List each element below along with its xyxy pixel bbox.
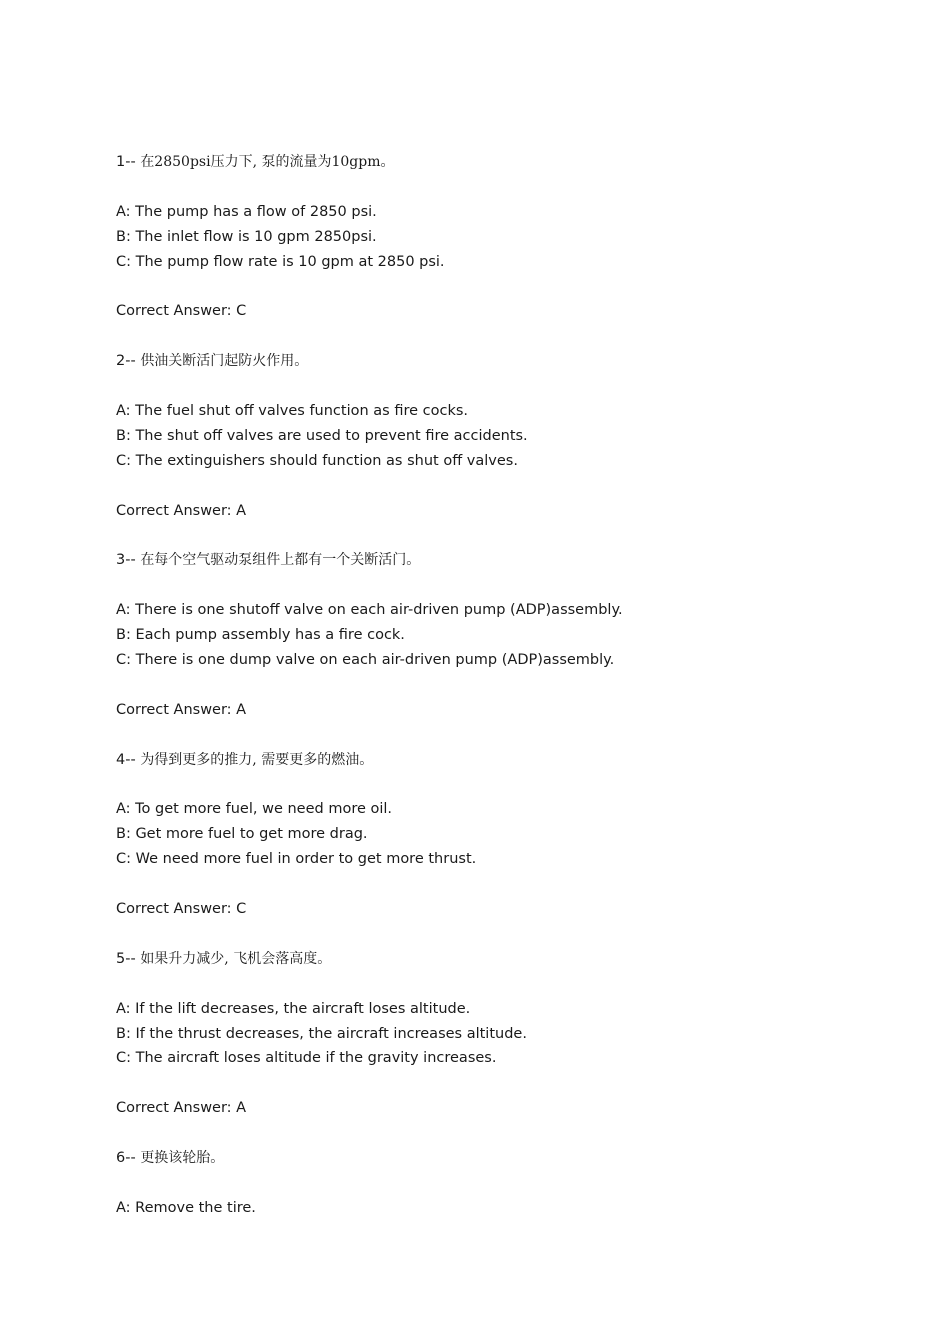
question-prompt — [116, 748, 896, 773]
question-text: 为得到更多的推力, 需要更多的燃油。 — [140, 751, 374, 768]
correct-answer: Correct Answer: C — [116, 901, 247, 918]
question-block-3 — [116, 548, 896, 722]
question-prompt — [116, 1146, 896, 1171]
question-text: 在每个空气驱动泵组件上都有一个关断活门。 — [140, 552, 421, 569]
option-list — [116, 1196, 896, 1221]
option-c: C: The aircraft loses altitude if the gravity increases. — [116, 1050, 497, 1067]
option-a: A: To get more fuel, we need more oil. — [116, 801, 393, 818]
question-number: 6-- — [116, 1150, 136, 1167]
question-text: 在2850psi压力下, 泵的流量为10gpm。 — [140, 154, 395, 170]
question-prompt — [116, 947, 896, 972]
question-block-1 — [116, 150, 896, 324]
option-a: A: The fuel shut off valves function as fire cocks. — [116, 403, 469, 419]
option-b: B: Get more fuel to get more drag. — [116, 826, 368, 843]
option-c: C: There is one dump valve on each air-driven pump (ADP)assembly. — [116, 652, 615, 669]
question-text: 更换该轮胎。 — [140, 1150, 225, 1167]
question-number: 1-- — [116, 154, 136, 170]
option-a: A: There is one shutoff valve on each air-driven pump (ADP)assembly. — [116, 602, 623, 619]
correct-answer: Correct Answer: A — [116, 1100, 247, 1117]
option-a: A: Remove the tire. — [116, 1199, 256, 1216]
option-a: A: If the lift decreases, the aircraft loses altitude. — [116, 1000, 471, 1017]
correct-answer: Correct Answer: A — [116, 701, 247, 718]
correct-answer: Correct Answer: C — [116, 303, 247, 320]
question-block-6 — [116, 1146, 896, 1221]
question-number: 3-- — [116, 552, 136, 569]
question-prompt — [116, 349, 896, 374]
option-a: A: The pump has a flow of 2850 psi. — [116, 203, 377, 220]
option-list — [116, 797, 896, 872]
option-list — [116, 997, 896, 1072]
question-text: 供油关断活门起防火作用。 — [140, 353, 309, 370]
question-prompt — [116, 150, 896, 175]
question-block-4 — [116, 748, 896, 922]
option-c: C: We need more fuel in order to get more thrust. — [116, 851, 477, 868]
question-prompt — [116, 548, 896, 573]
option-b: B: Each pump assembly has a fire cock. — [116, 627, 405, 644]
option-c: C: The pump flow rate is 10 gpm at 2850 psi. — [116, 253, 445, 270]
option-list — [116, 598, 896, 673]
question-block-5 — [116, 947, 896, 1121]
correct-answer: Correct Answer: A — [116, 502, 247, 519]
option-b: B: If the thrust decreases, the aircraft increases altitude. — [116, 1025, 527, 1042]
option-b: B: The inlet flow is 10 gpm 2850psi. — [116, 228, 377, 245]
option-c: C: The extinguishers should function as shut off valves. — [116, 452, 518, 469]
question-number: 4-- — [116, 751, 136, 768]
document-page — [116, 150, 896, 1246]
option-list — [116, 200, 896, 275]
option-list — [116, 399, 896, 474]
question-block-2 — [116, 349, 896, 523]
question-number: 5-- — [116, 950, 136, 967]
option-b: B: The shut off valves are used to prevent fire accidents. — [116, 427, 528, 444]
question-number: 2-- — [116, 353, 136, 370]
question-text: 如果升力减少, 飞机会落高度。 — [140, 950, 332, 967]
